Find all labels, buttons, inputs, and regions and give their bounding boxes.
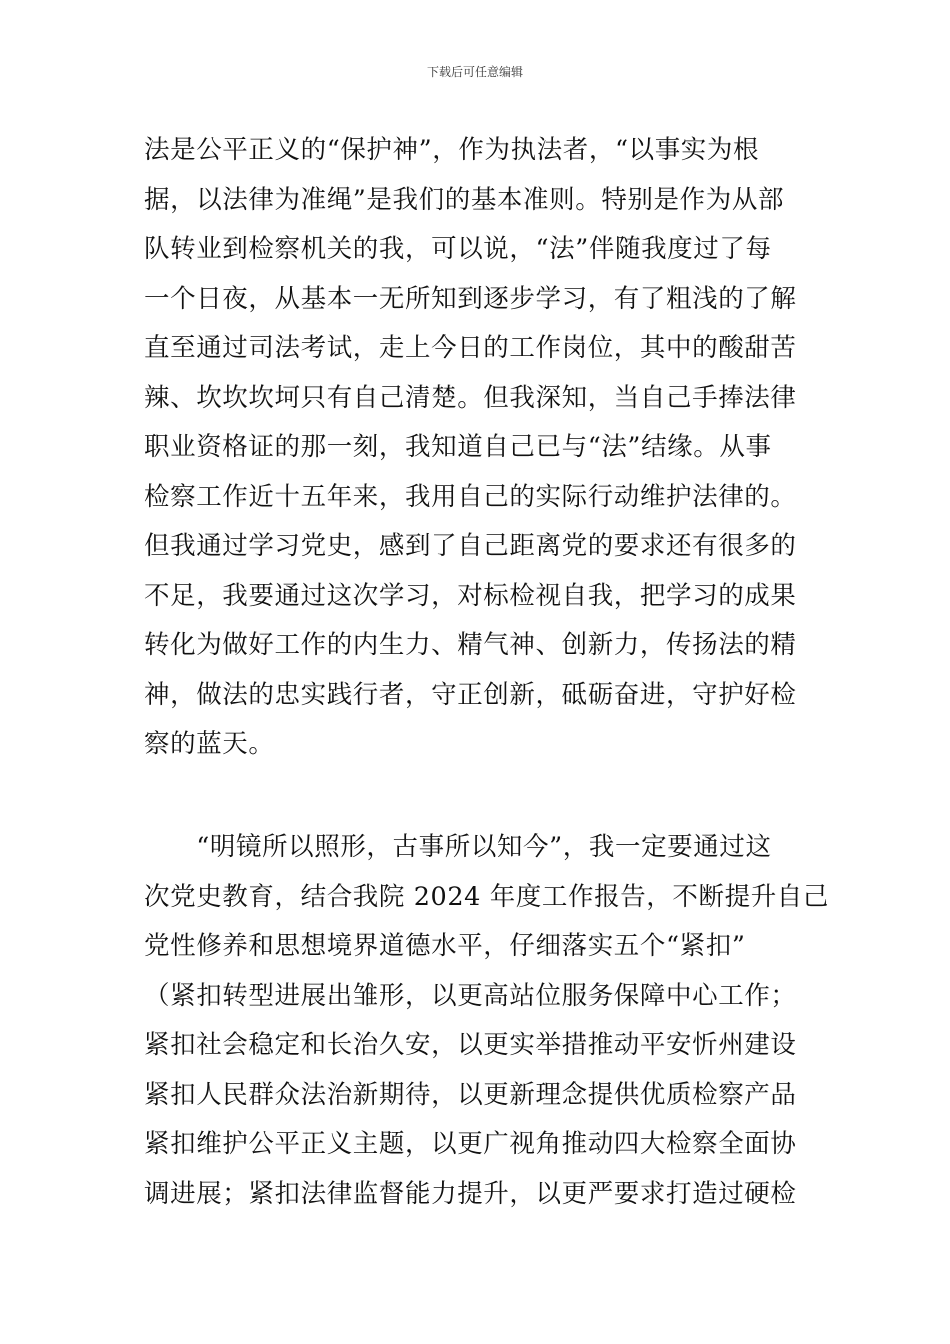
text-line: 党性修养和思想境界道德水平，仔细落实五个“紧扣” xyxy=(144,931,746,961)
text-line: 但我通过学习党史，感到了自己距离党的要求还有很多的 xyxy=(144,531,797,561)
text-line: 职业资格证的那一刻，我知道自己已与“法”结缘。从事 xyxy=(144,432,772,462)
text-line: 检察工作近十五年来，我用自己的实际行动维护法律的。 xyxy=(144,481,797,512)
page-header: 下载后可任意编辑 xyxy=(426,65,523,79)
text-line: 辣、坎坎坎坷只有自己清楚。但我深知，当自己手捧法律 xyxy=(144,382,797,413)
text-line: （紧扣转型进展出雏形，以更高站位服务保障中心工作； xyxy=(144,980,797,1011)
paragraph-1 xyxy=(144,126,814,770)
text-line: 神，做法的忠实践行者，守正创新，砥砺奋进，守护好检 xyxy=(144,679,797,710)
text-line: 察的蓝天。 xyxy=(144,729,275,759)
text-line: 队转业到检察机关的我，可以说，“法”伴随我度过了每 xyxy=(144,234,772,264)
text-line: 调进展；紧扣法律监督能力提升，以更严要求打造过硬检 xyxy=(144,1178,797,1209)
text-line: 紧扣维护公平正义主题，以更广视角推动四大检察全面协 xyxy=(144,1129,797,1159)
paragraph-2 xyxy=(144,823,830,1219)
text-line: 一个日夜，从基本一无所知到逐步学习，有了粗浅的了解 xyxy=(144,283,797,314)
text-line: 不足，我要通过这次学习，对标检视自我，把学习的成果 xyxy=(144,580,797,611)
text-line: 法是公平正义的“保护神”，作为执法者，“以事实为根 xyxy=(144,135,760,165)
text-line: 据，以法律为准绳”是我们的基本准则。特别是作为从部 xyxy=(144,184,785,215)
text-line: 紧扣人民群众法治新期待，以更新理念提供优质检察产品 xyxy=(144,1079,797,1110)
text-line: 次党史教育，结合我院 2024 年度工作报告，不断提升自己 xyxy=(144,881,830,912)
text-line: 紧扣社会稳定和长治久安，以更实举措推动平安忻州建设 xyxy=(144,1030,797,1060)
text-line: 直至通过司法考试，走上今日的工作岗位，其中的酸甜苦 xyxy=(144,333,797,363)
text-line: 转化为做好工作的内生力、精气神、创新力，传扬法的精 xyxy=(144,630,797,660)
text-line: “明镜所以照形，古事所以知今”，我一定要通过这 xyxy=(144,832,772,862)
